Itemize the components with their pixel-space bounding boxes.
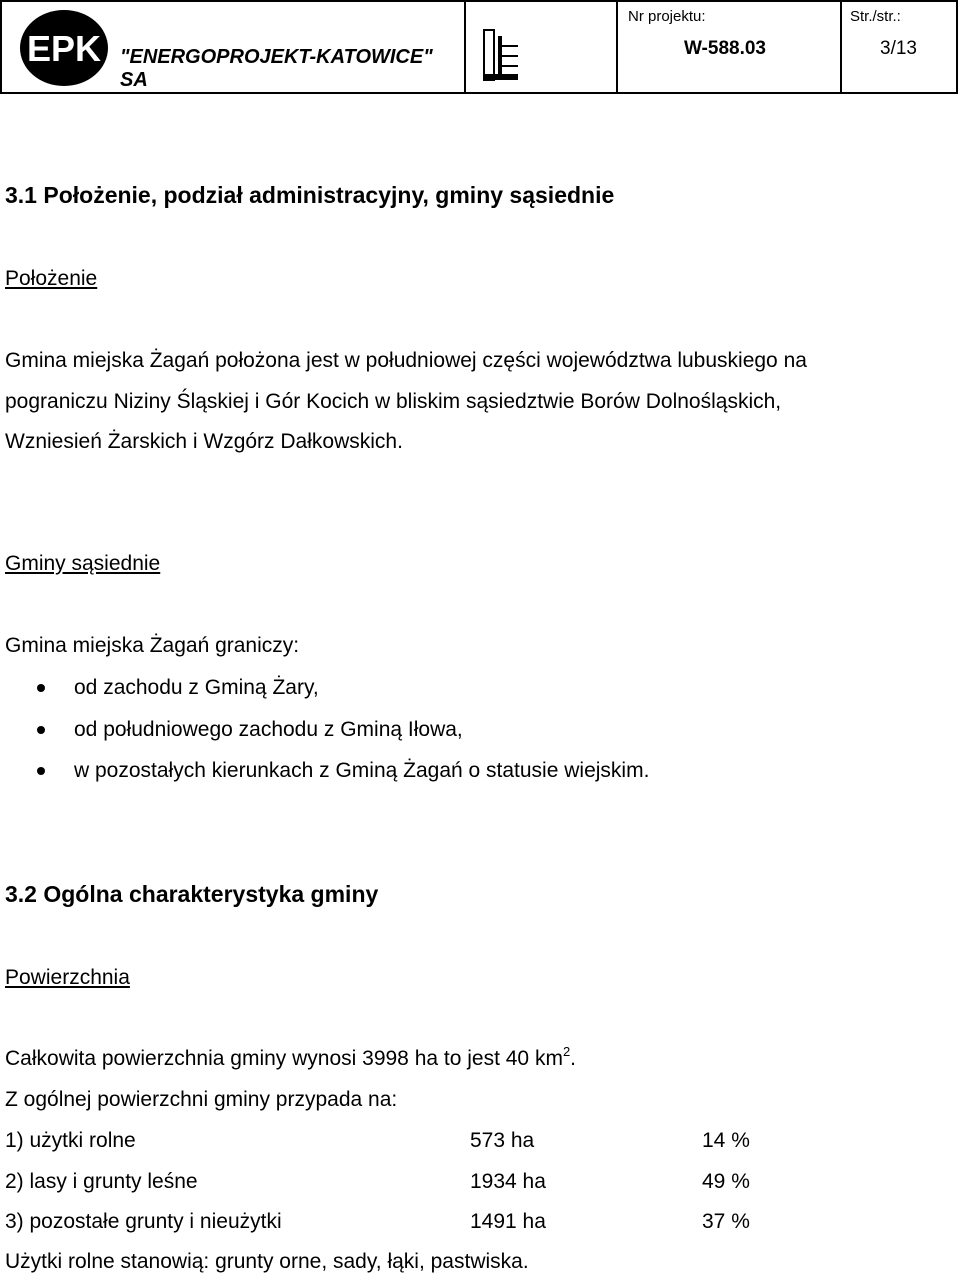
subheading-powierzchnia: Powierzchnia	[5, 966, 130, 989]
paragraph-line: Gmina miejska Żagań położona jest w południowej części województwa lubuskiego na	[5, 349, 807, 372]
section-3-1-heading: 3.1 Położenie, podział administracyjny, gminy sąsiednie	[5, 182, 615, 208]
bullet-dot	[37, 767, 45, 775]
subheading-gminy-sasiednie: Gminy sąsiednie	[5, 552, 161, 575]
row-ha: 1934 ha	[470, 1170, 546, 1193]
area-line	[5, 1044, 577, 1070]
row-pct: 14 %	[702, 1129, 750, 1152]
list-item: w pozostałych kierunkach z Gminą Żagań o statusie wiejskim.	[74, 759, 650, 782]
document-header	[0, 0, 958, 94]
project-cell	[616, 2, 842, 92]
page-label: Str./str.:	[850, 8, 901, 25]
area-superscript: 2	[562, 1044, 571, 1059]
project-label: Nr projektu:	[628, 8, 706, 25]
row-label: 3) pozostałe grunty i nieużytki	[5, 1210, 282, 1233]
epk-logo-icon	[18, 8, 110, 88]
subheading-polozenie: Położenie	[5, 267, 98, 290]
page-number: 3/13	[880, 38, 917, 59]
logo-cell	[2, 2, 466, 92]
section-3-2-heading: 3.2 Ogólna charakterystyka gminy	[5, 881, 379, 907]
bullet-dot	[37, 684, 45, 692]
paragraph-line: Wzniesień Żarskich i Wzgórz Dałkowskich.	[5, 430, 403, 453]
area-text: Całkowita powierzchnia gminy wynosi 3998 ha to jest 40 km	[5, 1047, 563, 1070]
footer-line: Użytki rolne stanowią: grunty orne, sady, łąki, pastwiska.	[5, 1250, 529, 1273]
row-pct: 49 %	[702, 1170, 750, 1193]
neighbours-intro: Gmina miejska Żagań graniczy:	[5, 634, 300, 657]
bullet-dot	[37, 726, 45, 734]
project-number: W-588.03	[684, 38, 766, 59]
row-ha: 1491 ha	[470, 1210, 546, 1233]
row-pct: 37 %	[702, 1210, 750, 1233]
row-label: 1) użytki rolne	[5, 1129, 136, 1152]
share-intro: Z ogólnej powierzchni gminy przypada na:	[5, 1088, 398, 1111]
row-label: 2) lasy i grunty leśne	[5, 1170, 198, 1193]
page-cell	[840, 2, 958, 92]
company-name: "ENERGOPROJEKT-KATOWICE" SA	[120, 46, 433, 91]
emblem-icon	[478, 26, 524, 84]
list-item: od południowego zachodu z Gminą Iłowa,	[74, 718, 463, 741]
paragraph-line: pograniczu Niziny Śląskiej i Gór Kocich w bliskim sąsiedztwie Borów Dolnośląskich,	[5, 390, 782, 413]
area-end: .	[570, 1047, 577, 1070]
list-item: od zachodu z Gminą Żary,	[74, 676, 319, 699]
logo-text: EPK	[26, 28, 102, 69]
row-ha: 573 ha	[470, 1129, 535, 1152]
